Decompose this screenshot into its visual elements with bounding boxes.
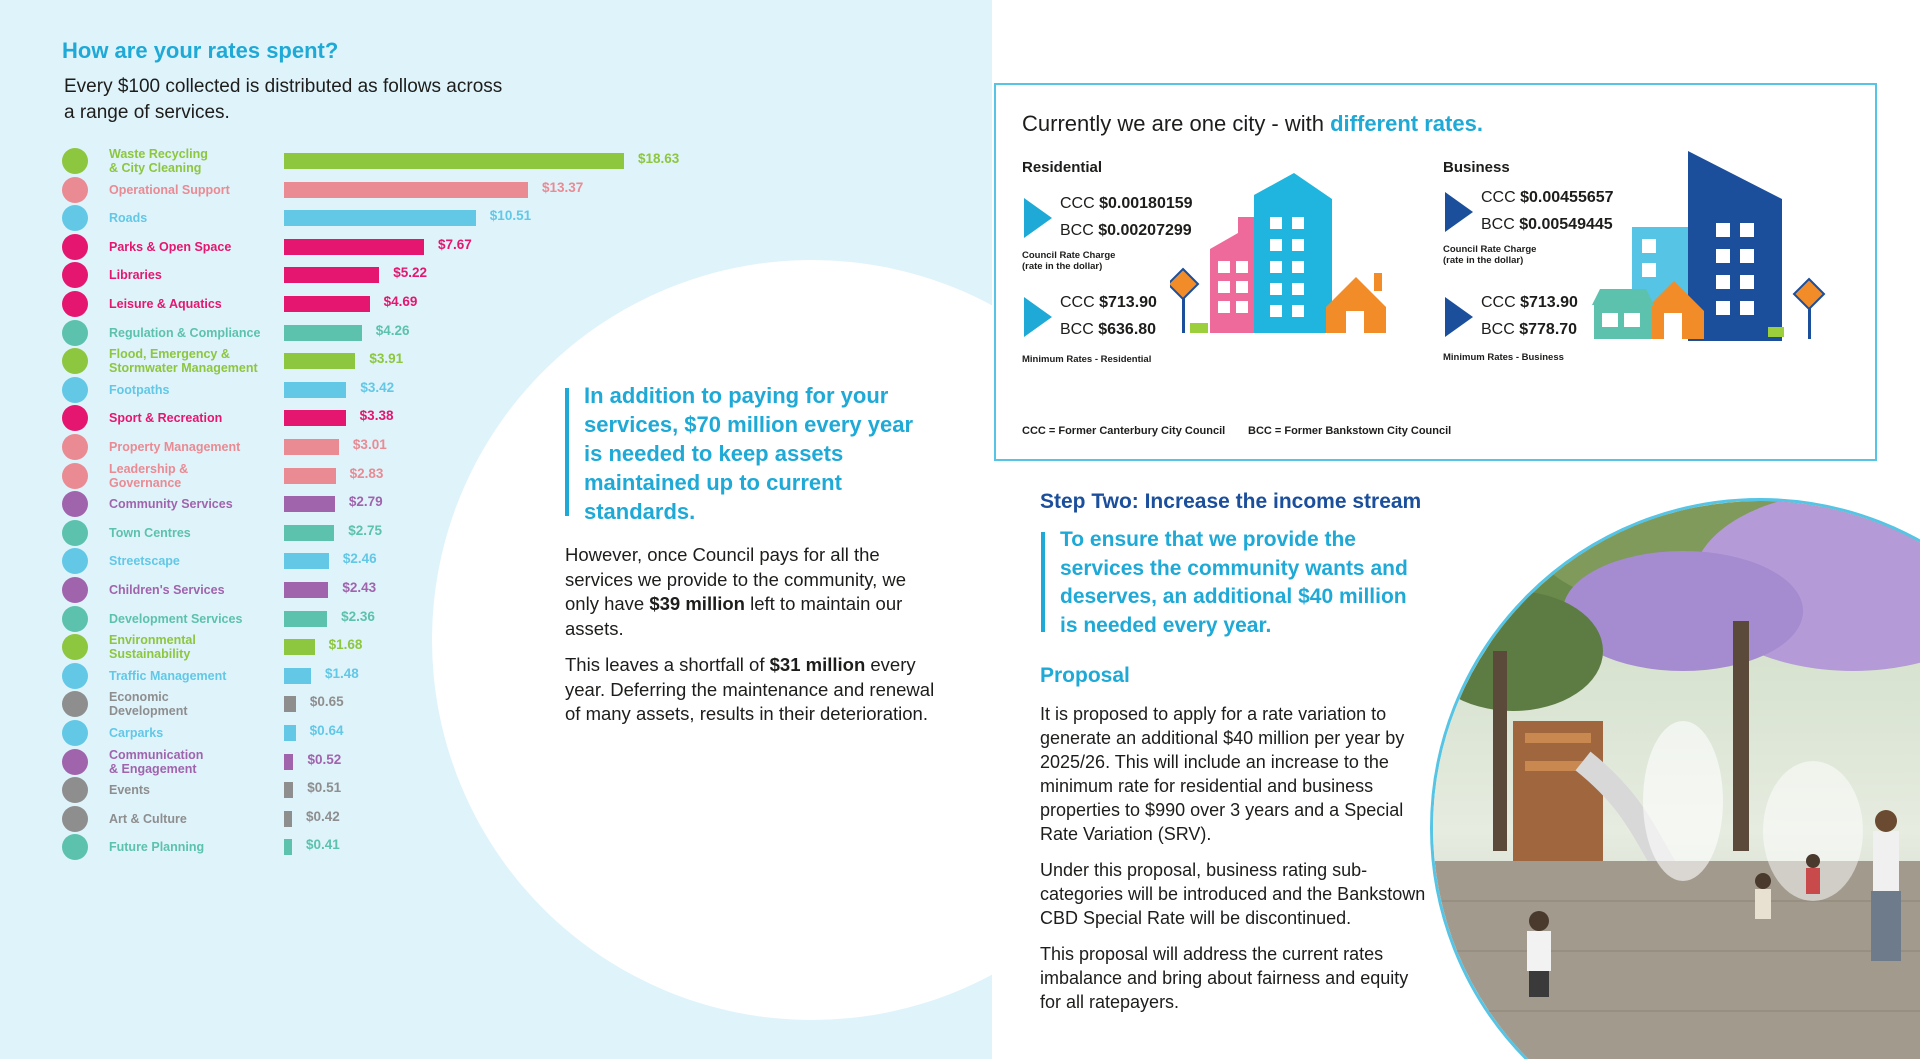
residential-rate-note: Council Rate Charge (rate in the dollar): [1022, 250, 1116, 272]
chart-bar: [284, 639, 315, 655]
chart-bar: [284, 382, 346, 398]
chart-bar: [284, 210, 476, 226]
chart-category-label: Art & Culture: [109, 811, 187, 826]
chart-value-label: $4.26: [375, 322, 410, 338]
residential-ccc-min: CCC $713.90: [1060, 294, 1157, 311]
chart-row: [62, 346, 662, 374]
book-icon: [62, 262, 88, 288]
shortfall-paragraph-2: This leaves a shortfall of $31 million every year. Deferring the maintenance and renewal of many assets, results in their deterioration.: [565, 654, 935, 724]
chart-category-label: Carparks: [109, 726, 164, 740]
chart-bar: [284, 668, 311, 684]
chart-value-label: $5.22: [393, 265, 428, 281]
lightbulb-icon: [62, 834, 88, 860]
chart-bar: [284, 725, 296, 741]
child-icon: [62, 577, 88, 603]
chart-value-label: $0.42: [306, 808, 340, 824]
chart-value-label: $0.51: [307, 780, 342, 796]
business-rate-note: Council Rate Charge (rate in the dollar): [1443, 244, 1537, 266]
chart-row: [62, 775, 662, 803]
traffic-icon: [62, 663, 88, 689]
chart-bar: [284, 696, 296, 712]
chart-bar: [284, 811, 292, 827]
leadership-icon: [62, 463, 88, 489]
chart-bar: [284, 296, 370, 312]
compliance-document-icon: [62, 320, 88, 346]
chart-bar: [284, 239, 424, 255]
chart-value-label: $3.38: [359, 408, 394, 424]
chart-category-label: Sport & Recreation: [109, 411, 223, 426]
chart-row: [62, 175, 662, 203]
residential-ccc-rate: CCC $0.00180159: [1060, 195, 1193, 212]
chart-row: [62, 232, 662, 260]
chart-value-label: $3.42: [360, 379, 395, 395]
rates-box-title: Currently we are one city - with different rates.: [1022, 111, 1483, 136]
chart-value-label: $4.69: [383, 294, 418, 309]
chart-category-label: Property Management: [109, 440, 241, 454]
chart-value-label: $18.63: [638, 151, 680, 166]
chart-value-label: $0.65: [309, 694, 344, 710]
chart-category-label: Traffic Management: [109, 668, 227, 683]
residential-min-arrow-icon: [1024, 297, 1052, 337]
chart-value-label: $3.91: [369, 351, 404, 367]
chart-bar: [284, 325, 362, 341]
chart-row: [62, 804, 662, 832]
rates-distribution-chart: [0, 146, 680, 1026]
operational-support-icon: [62, 177, 88, 203]
business-min-arrow-icon: [1445, 297, 1473, 337]
chart-bar: [284, 611, 327, 627]
park-playground-photo: [1430, 498, 1920, 1059]
step-two-heading: Step Two: Increase the income stream: [1040, 490, 1422, 513]
chart-bar: [284, 839, 292, 855]
step-two-quote: To ensure that we provide the services the community wants and deserves, an additional $40 million is needed every year.: [1060, 528, 1408, 637]
chart-bar: [284, 496, 335, 512]
chart-category-label: Operational Support: [109, 182, 230, 197]
chart-bar: [284, 525, 334, 541]
checkmark-leaf-icon: [62, 634, 88, 660]
footprints-icon: [62, 377, 88, 403]
quote-accent-bar: [565, 388, 569, 516]
footnote-ccc: CCC = Former Canterbury City Council: [1022, 425, 1226, 437]
business-bcc-min: BCC $778.70: [1481, 321, 1578, 338]
chart-bar: [284, 468, 336, 484]
chart-bar: [284, 410, 346, 426]
chart-row: [62, 203, 662, 231]
business-heading: Business: [1443, 159, 1510, 176]
chart-value-label: $2.46: [342, 551, 377, 567]
masks-icon: [62, 806, 88, 832]
speech-people-icon: [62, 749, 88, 775]
chart-bar: [284, 782, 293, 798]
chart-category-label: Regulation & Compliance: [109, 325, 261, 340]
step-two-quote-bar: [1041, 532, 1045, 632]
chart-row: [62, 432, 662, 460]
business-ccc-min: CCC $713.90: [1481, 294, 1578, 311]
chart-category-label: Children's Services: [109, 583, 225, 597]
swimmer-icon: [62, 291, 88, 317]
proposal-paragraph-3: This proposal will address the current rates imbalance and bring about fairness and equity for all ratepayers.: [1040, 944, 1409, 1012]
road-icon: [62, 205, 88, 231]
chart-row: [62, 146, 680, 175]
heart-hands-icon: [62, 491, 88, 517]
recycling-bin-icon: [62, 148, 88, 174]
chart-category-label: Environmental Sustainability: [109, 633, 196, 662]
proposal-paragraph-1: It is proposed to apply for a rate variation to generate an additional $40 million per year by 2025/26. This will include an increase to the minimum rate for residential and business properties to $990 over 3 years and a Special Rate Variation (SRV).: [1040, 704, 1405, 844]
chart-category-label: Footpaths: [109, 382, 170, 397]
chart-row: [62, 832, 662, 860]
parking-icon: [62, 720, 88, 746]
chart-row: [62, 318, 662, 346]
chart-row: [62, 518, 662, 546]
chart-category-label: Parks & Open Space: [109, 239, 232, 254]
chart-value-label: $0.41: [306, 837, 340, 853]
chart-value-label: $0.52: [307, 751, 342, 767]
different-rates-box: [994, 83, 1877, 461]
town-centre-icon: [62, 520, 88, 546]
park-scene-illustration: [1433, 501, 1920, 1059]
chart-value-label: $1.48: [325, 665, 359, 681]
chart-category-label: Roads: [109, 211, 148, 226]
chart-category-label: Economic Development: [109, 690, 188, 719]
chart-value-label: $2.43: [342, 580, 377, 595]
development-icon: [62, 606, 88, 632]
stormwater-icon: [62, 348, 88, 374]
chart-bar: [284, 439, 339, 455]
rates-spent-intro: Every $100 collected is distributed as follows across a range of services.: [64, 76, 503, 123]
chart-bar: [284, 754, 293, 770]
chart-row: [62, 289, 662, 317]
chart-category-label: Development Services: [109, 611, 243, 626]
chart-bar: [284, 267, 379, 283]
chart-value-label: $1.68: [328, 637, 363, 653]
chart-value-label: $2.79: [348, 494, 383, 510]
events-icon: [62, 777, 88, 803]
chart-bar: [284, 353, 355, 369]
chart-row: [62, 461, 662, 489]
economic-chart-icon: [62, 691, 88, 717]
chart-row: [62, 260, 662, 288]
shortfall-text: [565, 543, 945, 739]
footnote-bcc: BCC = Former Bankstown City Council: [1248, 425, 1452, 437]
residential-heading: Residential: [1022, 159, 1103, 176]
residential-rate-arrow-icon: [1024, 198, 1052, 238]
business-buildings-illustration: [1592, 151, 1862, 375]
chart-category-label: Libraries: [109, 268, 162, 283]
proposal-paragraph-2: Under this proposal, business rating sub-categories will be introduced and the Bankstown CBD Special Rate will be discontinued.: [1040, 860, 1426, 928]
chart-category-label: Events: [109, 783, 150, 798]
residential-bcc-rate: BCC $0.00207299: [1060, 222, 1192, 239]
chart-value-label: $2.75: [348, 522, 382, 538]
chart-row: [62, 489, 662, 517]
chart-category-label: Waste Recycling & City Cleaning: [109, 147, 208, 175]
business-bcc-rate: BCC $0.00549445: [1481, 216, 1613, 233]
chart-category-label: Streetscape: [109, 554, 180, 569]
chart-category-label: Leadership & Governance: [109, 461, 189, 490]
residential-bcc-min: BCC $636.80: [1060, 321, 1157, 338]
business-rate-arrow-icon: [1445, 192, 1473, 232]
proposal-text: [1040, 702, 1430, 1026]
chart-value-label: $7.67: [437, 236, 472, 252]
rates-spent-heading: How are your rates spent?: [62, 38, 339, 63]
chart-category-label: Town Centres: [109, 525, 191, 540]
chart-row: [62, 403, 662, 431]
business-ccc-rate: CCC $0.00455657: [1481, 189, 1614, 206]
chart-bar: [284, 182, 528, 198]
chart-category-label: Leisure & Aquatics: [109, 297, 222, 311]
residential-min-note: Minimum Rates - Residential: [1022, 354, 1152, 365]
proposal-heading: Proposal: [1040, 664, 1130, 687]
chart-category-label: Future Planning: [109, 840, 205, 855]
chart-value-label: $10.51: [489, 208, 532, 224]
business-min-note: Minimum Rates - Business: [1443, 352, 1564, 363]
chart-bar: [284, 553, 329, 569]
tree-icon: [62, 234, 88, 260]
chart-bar: [284, 582, 328, 598]
chart-value-label: $0.64: [309, 723, 344, 738]
chart-bar: [284, 153, 624, 169]
chart-category-label: Flood, Emergency & Stormwater Management: [109, 347, 258, 376]
chart-value-label: $2.83: [349, 465, 384, 481]
residential-buildings-illustration: [1170, 173, 1410, 373]
chart-row: [62, 375, 662, 403]
assets-quote: In addition to paying for your services, $70 million every year is needed to keep assets maintained up to current standards.: [584, 383, 914, 524]
chart-category-label: Community Services: [109, 497, 233, 512]
sport-icon: [62, 405, 88, 431]
chart-value-label: $3.01: [352, 437, 387, 452]
chart-value-label: $13.37: [542, 179, 584, 195]
chart-row: [62, 747, 662, 775]
street-sign-icon: [62, 548, 88, 574]
chart-category-label: Communication & Engagement: [109, 747, 204, 776]
shortfall-paragraph-1: However, once Council pays for all the services we provide to the community, we only have $39 million left to maintain our assets.: [565, 544, 907, 639]
house-icon: [62, 434, 88, 460]
chart-value-label: $2.36: [341, 608, 375, 624]
